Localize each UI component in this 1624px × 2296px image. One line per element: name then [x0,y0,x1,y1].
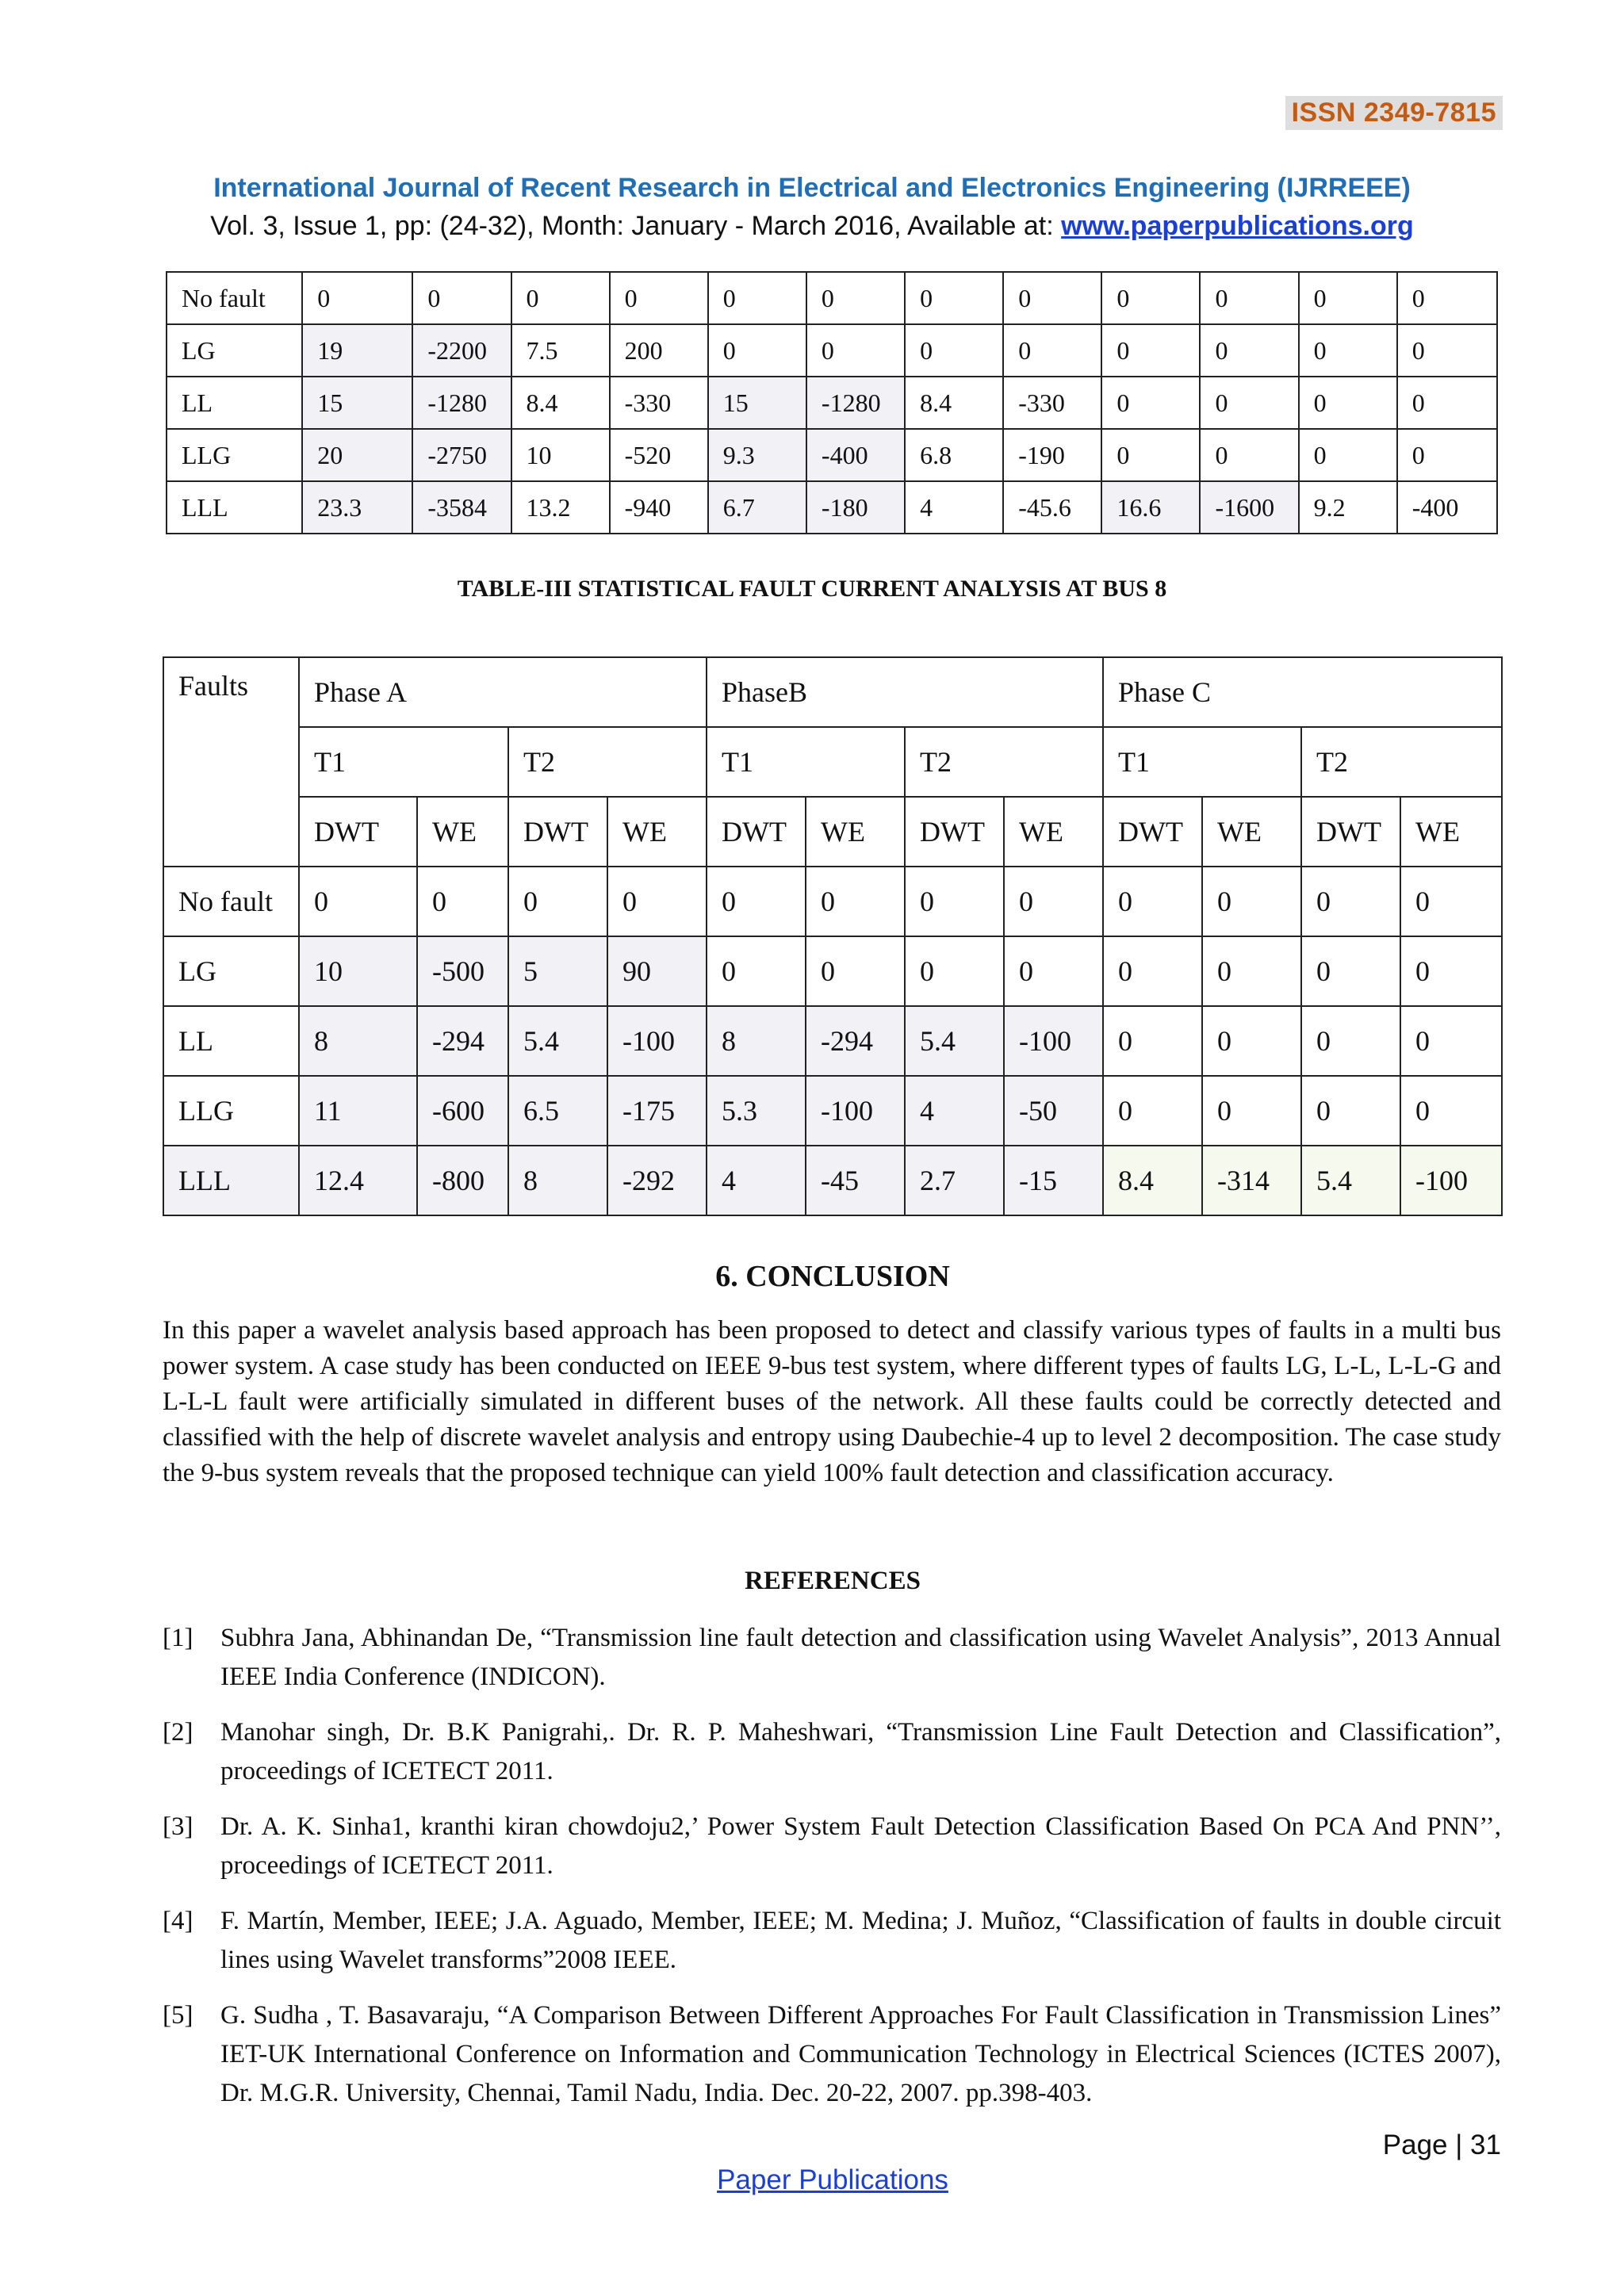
we-header: WE [1004,797,1103,867]
table-cell: -100 [607,1006,707,1076]
t2-header: T2 [1301,727,1502,797]
table-cell: -3584 [412,481,511,534]
table-cell: -1280 [806,377,905,429]
table-cell: -500 [417,936,508,1006]
table-cell: 19 [302,324,412,377]
reference-text: Dr. A. K. Sinha1, kranthi kiran chowdoju2,’ Power System Fault Detection Classification Based On PCA And PNN’’, proceedings of ICETECT 2011. [220,1812,1501,1880]
table-cell: -2200 [412,324,511,377]
table-cell: 5.4 [508,1006,607,1076]
table-cell: -1600 [1200,481,1298,534]
table-row [167,377,1497,429]
table-cell: 4 [905,1076,1004,1146]
table-cell: 20 [302,429,412,481]
table-cell: 15 [302,377,412,429]
dwt-header: DWT [299,797,417,867]
dwt-header: DWT [1301,797,1400,867]
table-cell: -100 [1400,1146,1502,1215]
table-cell: 0 [708,272,806,324]
table-cell: -294 [806,1006,905,1076]
table-cell: 0 [1202,867,1301,936]
table-cell: 23.3 [302,481,412,534]
t1-header: T1 [1103,727,1301,797]
table-cell: 0 [1200,377,1298,429]
table-cell: 0 [905,936,1004,1006]
table-cell: 0 [1299,324,1397,377]
table-cell: 0 [1103,936,1202,1006]
faults-header: Faults [163,657,299,867]
table-cell: 0 [511,272,610,324]
table-cell: 0 [1101,324,1200,377]
dwt-header: DWT [508,797,607,867]
reference-text: G. Sudha , T. Basavaraju, “A Comparison Between Different Approaches For Fault Classification in Transmission Lines” IET-UK International Conference on Information and Communication Technology in Electrical Sciences (ICTES 2007), Dr. M.G.R. University, Chennai, Tamil Nadu, India. Dec. 20-22, 2007. pp.398-403. [220,2001,1501,2107]
table-cell: 8.4 [511,377,610,429]
table-cell: 0 [1202,1076,1301,1146]
table-cell: 0 [1397,324,1497,377]
table-cell: 0 [508,867,607,936]
table-cell: 0 [1301,1006,1400,1076]
table-cell: 0 [1299,377,1397,429]
website-link[interactable]: www.paperpublications.org [1061,211,1414,241]
table-cell: 0 [1301,1076,1400,1146]
table-cell: 0 [1004,936,1103,1006]
table-cell: 0 [708,324,806,377]
table-cell: -175 [607,1076,707,1146]
table-cell: -400 [806,429,905,481]
table-cell: 5.4 [1301,1146,1400,1215]
table-cell: -15 [1004,1146,1103,1215]
table-cell: LLL [163,1146,299,1215]
table-cell: -314 [1202,1146,1301,1215]
table-cell: 0 [417,867,508,936]
table-cell: 8.4 [1103,1146,1202,1215]
table-cell: 0 [1397,377,1497,429]
table-cell: 0 [1004,867,1103,936]
table-cell: 6.5 [508,1076,607,1146]
t1-header: T1 [707,727,905,797]
table-cell: 12.4 [299,1146,417,1215]
dwt-header: DWT [1103,797,1202,867]
reference-item [163,1713,1501,1791]
table-cell: 0 [707,936,806,1006]
reference-number: [4] [163,1907,193,1935]
table-cell: 8 [707,1006,806,1076]
we-header: WE [417,797,508,867]
table-cell: No fault [167,272,302,324]
we-header: WE [1202,797,1301,867]
table-cell: 0 [806,936,905,1006]
table-cell: LL [163,1006,299,1076]
table-cell: LLG [163,1076,299,1146]
table-cell: 8.4 [905,377,1003,429]
reference-number: [5] [163,2001,193,2030]
conclusion-paragraph: In this paper a wavelet analysis based approach has been proposed to detect and classify various types of faults in a multi bus power system. A case study has been conducted on IEEE 9-bus test system, where different types of faults LG, L-L, L-L-G and L-L-L fault were artificially simulated in different buses of the network. All these faults could be correctly detected and classified with the help of discrete wavelet analysis and entropy using Daubechie-4 up to level 2 decomposition. The case study the 9-bus system reveals that the proposed technique can yield 100% fault detection and classification accuracy. [163,1316,1501,1487]
table-row [167,481,1497,534]
table-cell: 0 [1200,324,1298,377]
publisher-link[interactable]: Paper Publications [717,2164,948,2195]
table-cell: 8 [508,1146,607,1215]
table-cell: -600 [417,1076,508,1146]
reference-text: F. Martín, Member, IEEE; J.A. Aguado, Member, IEEE; M. Medina; J. Muñoz, “Classification of faults in double circuit lines using Wavelet transforms”2008 IEEE. [220,1907,1501,1974]
table-cell: LG [167,324,302,377]
table-cell: 10 [511,429,610,481]
table-row [167,324,1497,377]
we-header: WE [1400,797,1502,867]
t1-header: T1 [299,727,508,797]
table-cell: -180 [806,481,905,534]
reference-item [163,1902,1501,1980]
table-cell: 11 [299,1076,417,1146]
table-cell: -1280 [412,377,511,429]
table-cell: -190 [1003,429,1101,481]
table-cell: 0 [412,272,511,324]
phase-a-header: Phase A [299,657,707,727]
table-subheader-row [163,797,1502,867]
table-cell: -100 [1004,1006,1103,1076]
table-cell: -330 [610,377,708,429]
table-caption: TABLE-III STATISTICAL FAULT CURRENT ANALYSIS AT BUS 8 [457,576,1167,602]
table-cell: 4 [707,1146,806,1215]
table-cell: -45 [806,1146,905,1215]
table-cell: 6.8 [905,429,1003,481]
table-cell: 6.7 [708,481,806,534]
table-cell: -520 [610,429,708,481]
table-cell: 200 [610,324,708,377]
table-cell: 0 [1397,272,1497,324]
table-cell: 0 [806,272,905,324]
table-row [167,272,1497,324]
table-cell: LL [167,377,302,429]
table-cell: 0 [1202,936,1301,1006]
table-cell: 0 [299,867,417,936]
table-cell: 0 [1200,429,1298,481]
table-cell: 0 [1101,272,1200,324]
phase-c-header: Phase C [1103,657,1502,727]
table-cell: 0 [1299,429,1397,481]
reference-item [163,1808,1501,1885]
table-cell: 0 [1400,936,1502,1006]
table-cell: 9.2 [1299,481,1397,534]
table-cell: 8 [299,1006,417,1076]
table-cell: LLL [167,481,302,534]
table-cell: 10 [299,936,417,1006]
table-cell: 0 [905,324,1003,377]
table-cell: -45.6 [1003,481,1101,534]
reference-item [163,1996,1501,2113]
table-cell: 0 [1400,1006,1502,1076]
table-cell: 13.2 [511,481,610,534]
reference-number: [3] [163,1812,193,1841]
page-number: Page | 31 [1382,2130,1501,2160]
dwt-header: DWT [905,797,1004,867]
fault-table-continued [166,271,1498,534]
phase-b-header: PhaseB [707,657,1103,727]
table-cell: 0 [1301,867,1400,936]
table-cell: 90 [607,936,707,1006]
fault-current-table-bus8 [163,656,1503,1216]
table-cell: 0 [610,272,708,324]
table-cell: 0 [1301,936,1400,1006]
table-cell: 0 [806,867,905,936]
table-cell: 5.4 [905,1006,1004,1076]
reference-number: [1] [163,1624,193,1652]
table-cell: No fault [163,867,299,936]
volume-text: Vol. 3, Issue 1, pp: (24-32), Month: January - March 2016, Available at: [210,211,1054,241]
table-cell: 0 [302,272,412,324]
table-cell: -940 [610,481,708,534]
reference-text: Manohar singh, Dr. B.K Panigrahi,. Dr. R. P. Maheshwari, “Transmission Line Fault Detection and Classification”, proceedings of ICETECT 2011. [220,1718,1501,1785]
table-cell: -330 [1003,377,1101,429]
table-cell: 0 [1200,272,1298,324]
table-cell: 15 [708,377,806,429]
table-cell: 0 [607,867,707,936]
table-cell: LLG [167,429,302,481]
reference-item [163,1619,1501,1697]
table-cell: 5.3 [707,1076,806,1146]
table-cell: 0 [905,867,1004,936]
reference-number: [2] [163,1718,193,1747]
table-row [163,1146,1502,1215]
t2-header: T2 [905,727,1103,797]
table-cell: 5 [508,936,607,1006]
reference-text: Subhra Jana, Abhinandan De, “Transmission line fault detection and classification using Wavelet Analysis”, 2013 Annual IEEE India Conference (INDICON). [220,1624,1501,1691]
table-cell: -50 [1004,1076,1103,1146]
table-cell: 0 [1202,1006,1301,1076]
dwt-header: DWT [707,797,806,867]
table-row [163,867,1502,936]
table-cell: -800 [417,1146,508,1215]
table-cell: -100 [806,1076,905,1146]
table-cell: -2750 [412,429,511,481]
table-cell: 0 [1400,867,1502,936]
table-cell: 0 [1400,1076,1502,1146]
issn-label: ISSN 2349-7815 [1285,96,1503,130]
table-cell: 0 [1103,867,1202,936]
table-cell: -294 [417,1006,508,1076]
table-cell: LG [163,936,299,1006]
table-cell: 0 [1397,429,1497,481]
table-subheader-row [163,727,1502,797]
table-cell: 7.5 [511,324,610,377]
table-row [163,1006,1502,1076]
table-cell: 0 [707,867,806,936]
table-cell: 2.7 [905,1146,1004,1215]
journal-title: International Journal of Recent Research in Electrical and Electronics Engineering (IJRREEE) [213,173,1411,203]
table-cell: -400 [1397,481,1497,534]
table-header-row [163,657,1502,727]
table-cell: 16.6 [1101,481,1200,534]
table-cell: 0 [1003,272,1101,324]
journal-volume-line [0,211,1624,242]
table-row [163,1076,1502,1146]
table-cell: 0 [1101,377,1200,429]
table-cell: 0 [1103,1006,1202,1076]
table-cell: 9.3 [708,429,806,481]
table-cell: 0 [1003,324,1101,377]
we-header: WE [607,797,707,867]
t2-header: T2 [508,727,707,797]
references-heading: REFERENCES [745,1567,921,1595]
table-row [167,429,1497,481]
table-cell: 0 [806,324,905,377]
table-cell: -292 [607,1146,707,1215]
we-header: WE [806,797,905,867]
table-cell: 0 [1103,1076,1202,1146]
table-row [163,936,1502,1006]
table-cell: 0 [1299,272,1397,324]
table-cell: 4 [905,481,1003,534]
table-cell: 0 [1101,429,1200,481]
conclusion-heading: 6. CONCLUSION [715,1260,950,1293]
table-cell: 0 [905,272,1003,324]
